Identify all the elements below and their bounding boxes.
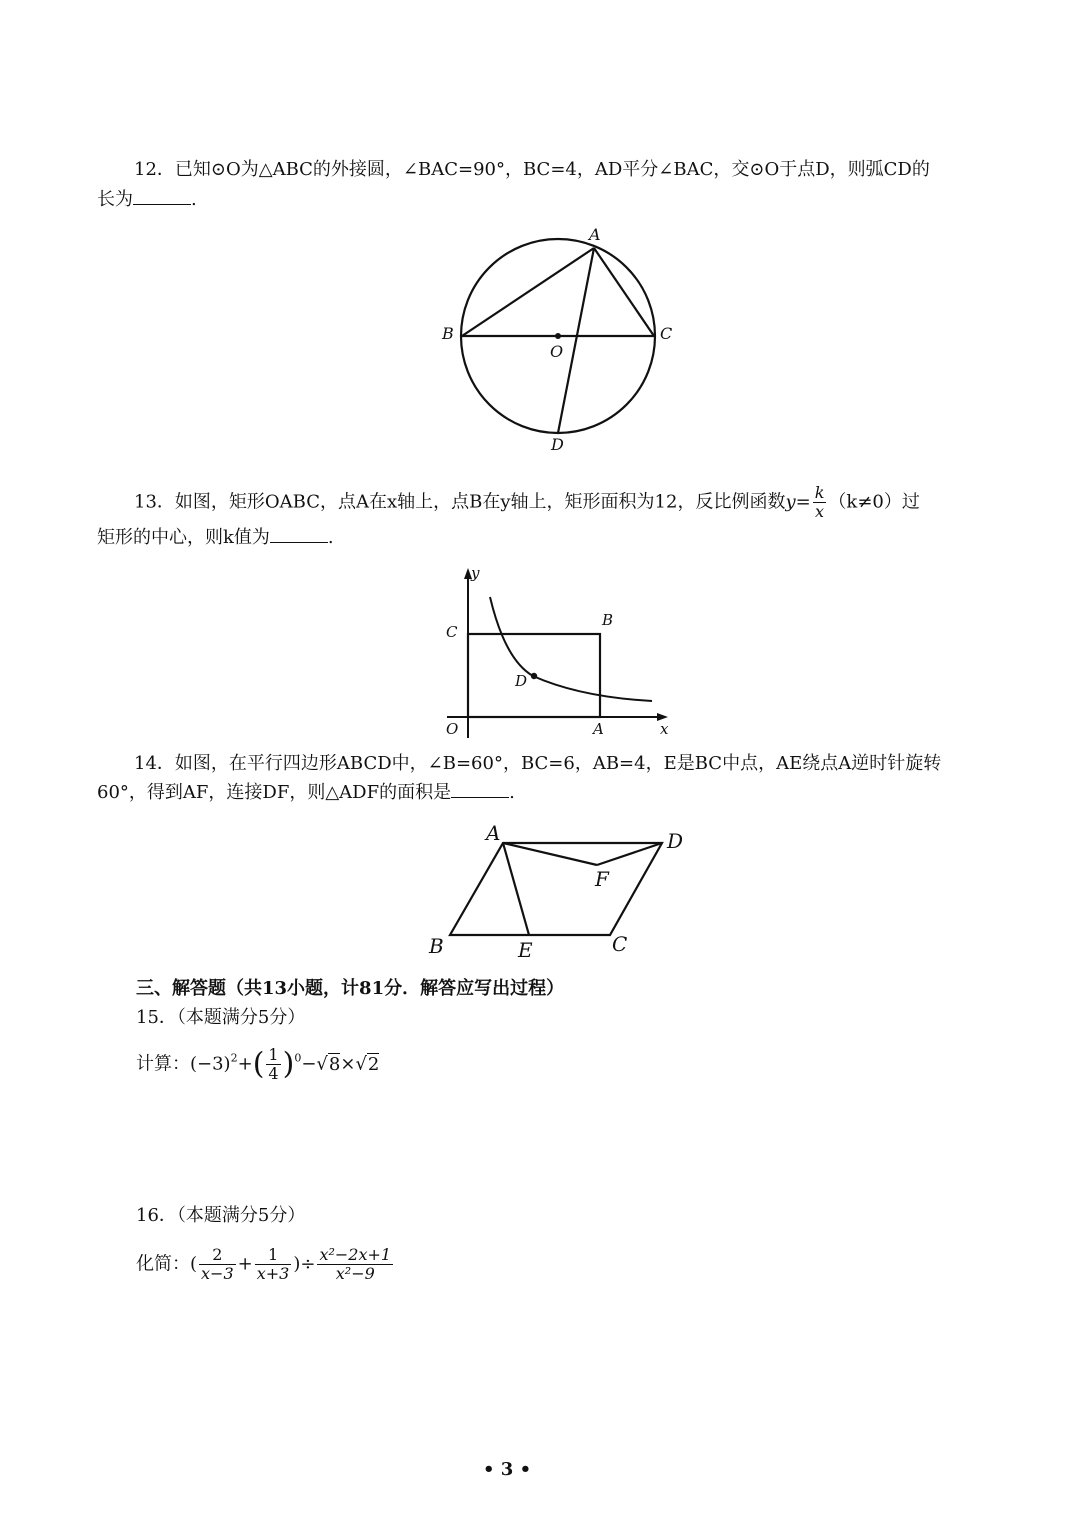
q16-close: )÷ — [293, 1253, 316, 1275]
label-y: y — [471, 564, 480, 582]
frac-numerator: 2 — [199, 1246, 236, 1265]
label-a: A — [589, 225, 601, 244]
q15-exp2: 2 — [230, 1051, 238, 1065]
q13-text-a: 如图，矩形OABC，点A在x轴上，点B在y轴上，矩形面积为12，反比例函数 — [174, 491, 786, 513]
answer-blank — [133, 188, 191, 205]
label-c: C — [612, 932, 628, 956]
label-c: C — [660, 324, 673, 343]
q13-end: . — [327, 527, 334, 548]
section-heading: 三、解答题（共13小题，计81分．解答应写出过程） — [136, 978, 565, 999]
q15-minus: − — [301, 1053, 317, 1075]
q14-line2 — [97, 781, 515, 805]
q15-header: 15．（本题满分5分） — [136, 1007, 306, 1028]
frac-denominator: x — [815, 502, 825, 521]
q16-fraction-3 — [317, 1246, 393, 1283]
q13-number: 13． — [134, 491, 175, 513]
q15-rad2: 2 — [367, 1053, 380, 1075]
q15-plus: + — [237, 1053, 253, 1075]
center-dot — [555, 333, 561, 339]
q13-line1 — [134, 484, 920, 521]
label-d: D — [515, 672, 528, 690]
q12-end: . — [191, 189, 197, 210]
q16-fraction-1 — [199, 1246, 236, 1283]
right-paren: ) — [282, 1046, 295, 1082]
q12-line2 — [97, 188, 197, 212]
sqrt-icon: √ — [355, 1053, 367, 1075]
label-o: O — [446, 720, 459, 738]
q13-text-b: 矩形的中心，则k值为 — [97, 527, 270, 548]
segment-ab — [462, 248, 594, 336]
frac-numerator: 1 — [268, 1045, 279, 1064]
q15-prefix: 计算： — [136, 1053, 190, 1075]
frac-denominator: 4 — [268, 1064, 279, 1083]
label-b: B — [602, 611, 614, 629]
sqrt-icon: √ — [316, 1053, 328, 1075]
q14-end: . — [509, 782, 515, 803]
q15-rad1: 8 — [328, 1053, 341, 1075]
q16-prefix: 化简：( — [136, 1253, 198, 1275]
q16-plus: + — [237, 1253, 253, 1275]
q14-text-b: 60°，得到AF，连接DF，则△ADF的面积是 — [97, 782, 452, 803]
q13-cond: （k≠0）过 — [828, 491, 920, 513]
parallelogram-abcd — [450, 843, 662, 935]
q15-expression — [136, 1046, 379, 1083]
q12-text-a: 已知⊙O为△ABC的外接圆，∠BAC=90°，BC=4，AD平分∠BAC，交⊙O于点D，则弧CD的 — [174, 159, 930, 180]
answer-blank — [451, 781, 509, 798]
q12-number: 12． — [134, 159, 175, 180]
label-x: x — [660, 720, 669, 738]
q16-fraction-2 — [255, 1246, 292, 1283]
q12-text-b: 长为 — [97, 189, 133, 210]
segment-ad — [558, 248, 594, 433]
label-f: F — [595, 867, 609, 891]
q12-line1 — [134, 158, 930, 182]
segment-af — [503, 843, 597, 865]
answer-blank — [270, 526, 328, 543]
segment-ae — [503, 843, 529, 935]
label-b: B — [429, 934, 444, 958]
label-d: D — [667, 829, 684, 853]
label-e: E — [518, 938, 533, 962]
label-a: A — [593, 720, 604, 738]
q13-func-lhs: y= — [785, 491, 811, 513]
q15-exp0: 0 — [294, 1051, 302, 1065]
q13-line2 — [97, 526, 334, 550]
frac-numerator: 1 — [255, 1246, 292, 1265]
frac-numerator: k — [814, 483, 825, 502]
label-d: D — [551, 435, 564, 454]
frac-denominator: x−3 — [201, 1264, 234, 1283]
label-c: C — [446, 623, 458, 641]
q15-times: × — [340, 1053, 356, 1075]
figure-12-circle — [430, 220, 690, 460]
figure-14-parallelogram — [420, 820, 700, 970]
q14-text-a: 如图，在平行四边形ABCD中，∠B=60°，BC=6，AB=4，E是BC中点，AE绕点A逆时针旋转 — [174, 753, 942, 774]
q15-term1: (−3) — [190, 1053, 231, 1075]
label-a: A — [486, 821, 501, 845]
q14-number: 14． — [134, 753, 175, 774]
label-b: B — [442, 324, 454, 343]
q16-expression — [136, 1246, 395, 1283]
q16-header: 16．（本题满分5分） — [136, 1205, 306, 1226]
q13-fraction — [813, 484, 827, 521]
point-d — [531, 673, 537, 679]
q15-fraction — [266, 1046, 280, 1083]
left-paren: ( — [252, 1046, 265, 1082]
q14-line1 — [134, 752, 941, 776]
figure-13-rectangle-hyperbola — [440, 560, 680, 740]
frac-denominator: x²−9 — [335, 1264, 375, 1283]
label-o: O — [550, 342, 564, 361]
frac-numerator: x²−2x+1 — [319, 1245, 392, 1264]
frac-denominator: x+3 — [256, 1264, 290, 1283]
page-number: • 3 • — [483, 1459, 532, 1480]
